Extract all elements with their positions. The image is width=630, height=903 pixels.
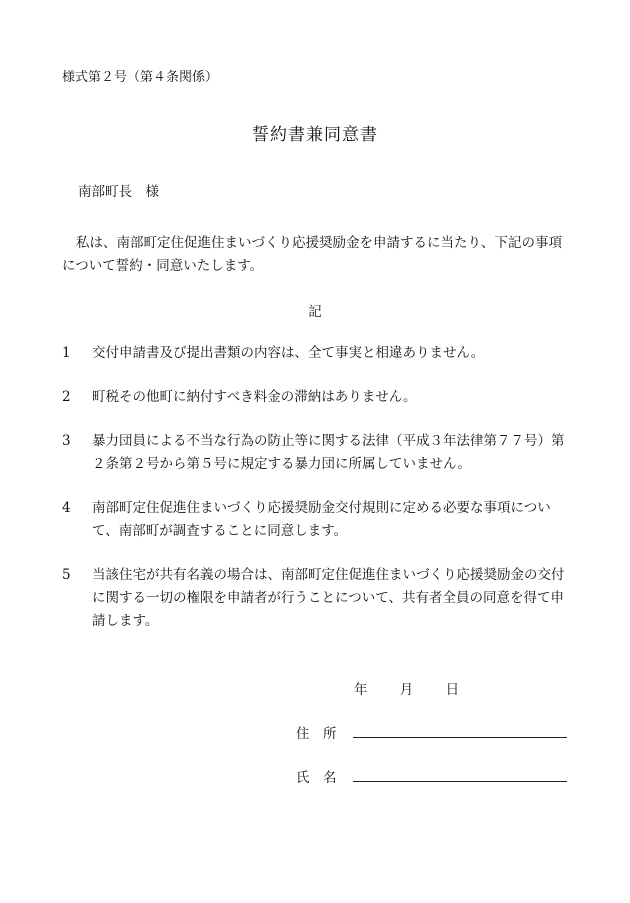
name-label: 氏 名 bbox=[296, 770, 337, 786]
item-number: 2 bbox=[62, 389, 71, 405]
item-text: 暴力団員による不当な行為の防止等に関する法律（平成３年法律第７７号）第２条第２号から第５号に規定する暴力団に所属していません。 bbox=[92, 433, 565, 472]
item-text: 当該住宅が共有名義の場合は、南部町定住促進住まいづくり応援奨励金の交付に関する一切の権限を申請者が行うことについて、共有者全員の同意を得て申請します。 bbox=[92, 567, 565, 629]
ki-heading: 記 bbox=[308, 304, 322, 320]
list-item bbox=[62, 430, 572, 476]
address-label: 住 所 bbox=[296, 726, 337, 742]
name-field-line[interactable] bbox=[353, 781, 567, 782]
item-number: 5 bbox=[62, 567, 71, 583]
day-label: 日 bbox=[445, 682, 460, 698]
document-title: 誓約書兼同意書 bbox=[252, 125, 378, 145]
item-number: 4 bbox=[62, 500, 71, 516]
item-text: 南部町定住促進住まいづくり応援奨励金交付規則に定める必要な事項について、南部町が調査することに同意します。 bbox=[92, 500, 551, 539]
form-number: 様式第２号（第４条関係） bbox=[62, 70, 219, 85]
intro-paragraph: 私は、南部町定住促進住まいづくり応援奨励金を申請するに当たり、下記の事項について誓約・同意いたします。 bbox=[62, 235, 562, 274]
address-field-line[interactable] bbox=[353, 737, 567, 738]
date-line bbox=[346, 678, 459, 698]
item-number: 1 bbox=[62, 345, 71, 361]
year-label: 年 bbox=[354, 682, 368, 698]
list-item bbox=[62, 497, 572, 543]
item-text: 町税その他町に納付すべき料金の滞納はありません。 bbox=[92, 389, 417, 405]
addressee: 南部町長 様 bbox=[78, 184, 159, 200]
list-item bbox=[62, 386, 572, 409]
month-label: 月 bbox=[399, 682, 414, 698]
item-number: 3 bbox=[62, 433, 71, 449]
item-text: 交付申請書及び提出書類の内容は、全て事実と相違ありません。 bbox=[92, 345, 485, 361]
list-item bbox=[62, 564, 572, 633]
list-item bbox=[62, 342, 572, 365]
